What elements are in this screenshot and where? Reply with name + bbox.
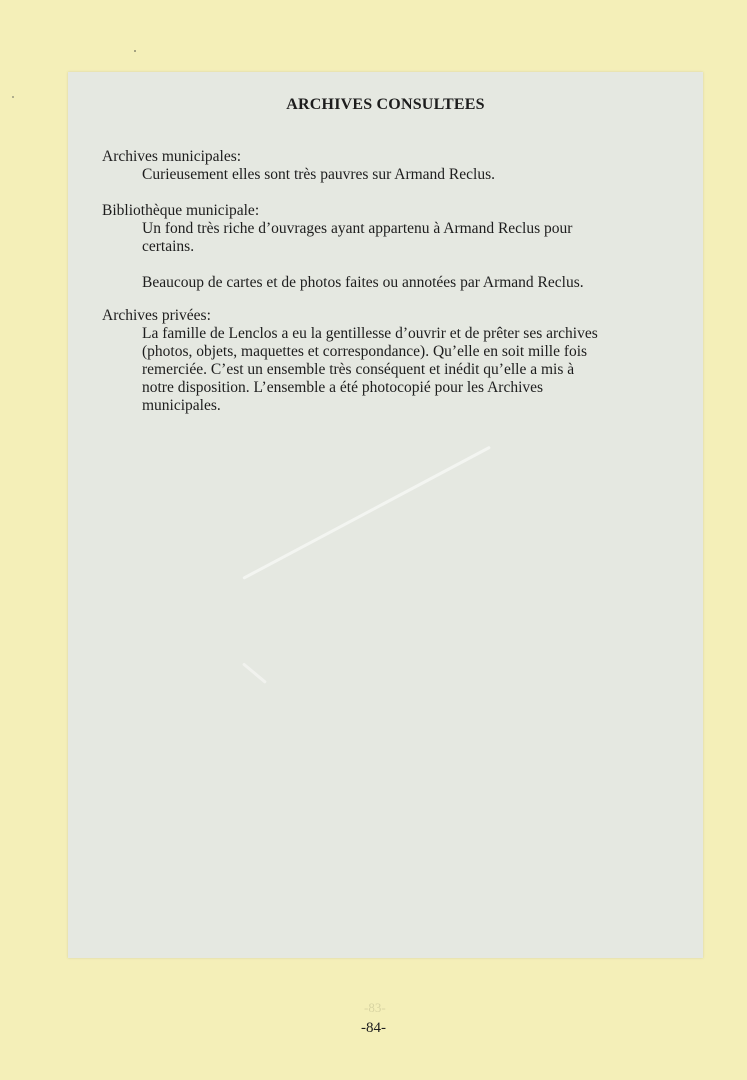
section-heading: Archives municipales: bbox=[102, 148, 242, 165]
section-bibliotheque-municipale bbox=[102, 202, 682, 292]
section-heading: Archives privées: bbox=[102, 307, 211, 324]
section-text-line: remerciée. C’est un ensemble très conséquent et inédit qu’elle a mis à bbox=[142, 361, 575, 378]
page-title: ARCHIVES CONSULTEES bbox=[286, 96, 485, 113]
paper-speck bbox=[134, 50, 136, 52]
section-archives-municipales bbox=[102, 148, 682, 184]
section-text-line: municipales. bbox=[142, 397, 221, 414]
section-archives-privees bbox=[102, 307, 682, 415]
section-text-line: La famille de Lenclos a eu la gentillesse d’ouvrir et de prêter ses archives bbox=[142, 325, 598, 342]
section-text-line: notre disposition. L’ensemble a été photocopié pour les Archives bbox=[142, 379, 544, 396]
paper-crease bbox=[242, 662, 267, 684]
bleed-through-page-number: -83- bbox=[364, 1000, 386, 1015]
photocopy-sheet bbox=[68, 72, 703, 958]
section-text-line: (photos, objets, maquettes et correspondance). Qu’elle en soit mille fois bbox=[142, 343, 588, 360]
section-heading: Bibliothèque municipale: bbox=[102, 202, 260, 219]
paper-crease bbox=[242, 446, 491, 580]
section-text-line: Beaucoup de cartes et de photos faites ou annotées par Armand Reclus. bbox=[142, 274, 584, 291]
section-text-line: Curieusement elles sont très pauvres sur Armand Reclus. bbox=[142, 166, 495, 183]
paper-speck bbox=[12, 96, 14, 98]
section-text-line: Un fond très riche d’ouvrages ayant appartenu à Armand Reclus pour bbox=[142, 220, 573, 237]
section-text-line: certains. bbox=[142, 238, 195, 255]
page-number: -84- bbox=[361, 1020, 386, 1036]
